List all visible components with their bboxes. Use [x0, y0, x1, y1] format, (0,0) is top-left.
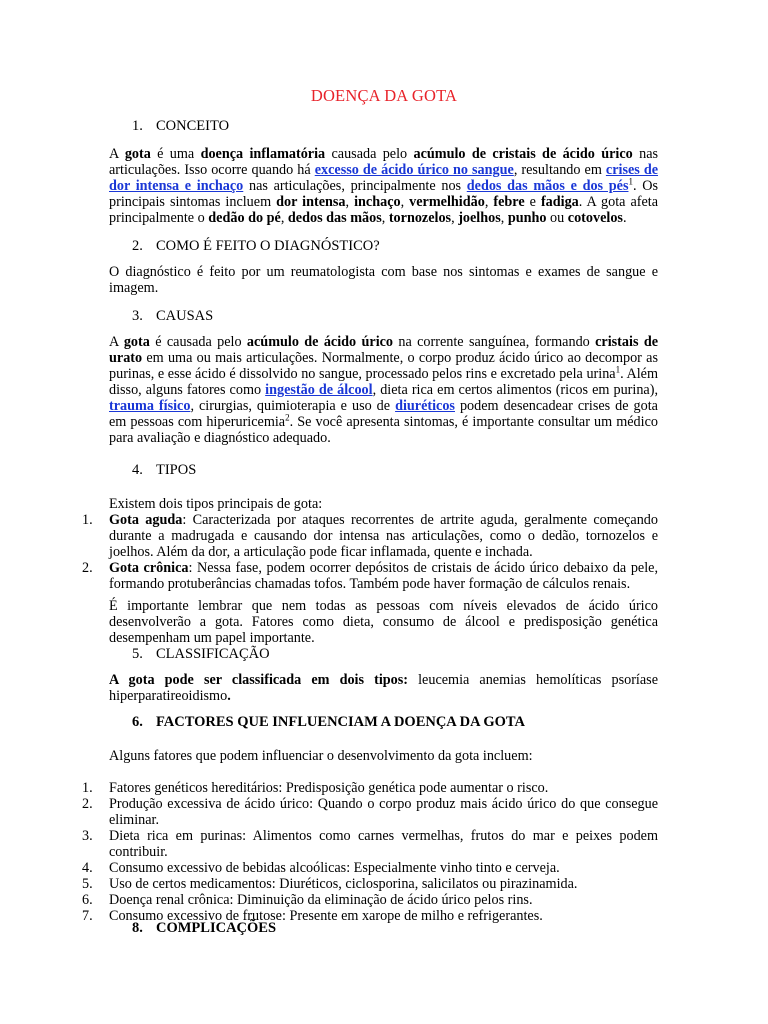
- list-term: Gota aguda: [109, 512, 183, 528]
- paragraph-diagnostico: O diagnóstico é feito por um reumatologista com base nos sintomas e exames de sangue e imagem.: [109, 264, 658, 296]
- paragraph-conceito: A gota é uma doença inflamatória causada pelo acúmulo de cristais de ácido úrico nas articulações. Isso ocorre quando há excesso de ácido úrico no sangue, resultando em crises de dor intensa e inchaço nas articulações, principalmente nos dedos das mãos e dos pés$^1$. Os principais sintomas incluem dor intensa, inchaço, vermelhidão, febre e fadiga. A gota afeta principalmente o dedão do pé, dedos das mãos, tornozelos, joelhos, punho ou cotovelos.: [109, 146, 659, 226]
- list-text: : Caracterizada por ataques recorrentes de artrite aguda, geralmente começando durante a madrugada e causando dor intensa nas articulações, como o dedão, tornozelos e joelhos. Além da dor, a articulação pode ficar inflamada, quente e inchada.: [109, 512, 658, 560]
- list-item: [0, 512, 768, 560]
- tipos-intro: Existem dois tipos principais de gota:: [109, 496, 323, 512]
- section-number: 5.: [132, 646, 143, 662]
- link-ingestao-alcool[interactable]: ingestão de álcool: [265, 382, 373, 398]
- section-title: CONCEITO: [156, 118, 230, 134]
- list-text: Uso de certos medicamentos: Diuréticos, ciclosporina, salicilatos ou pirazinamida.: [109, 876, 578, 892]
- list-number: 2.: [82, 560, 93, 576]
- list-text: Consumo excessivo de frutose: Presente em xarope de milho e refrigerantes.: [109, 908, 543, 924]
- list-text: Dieta rica em purinas: Alimentos como carnes vermelhas, frutos do mar e peixes podem contribuir.: [109, 828, 658, 860]
- list-item: [0, 828, 768, 860]
- list-text: Produção excessiva de ácido úrico: Quando o corpo produz mais ácido úrico do que consegue eliminar.: [109, 796, 658, 828]
- list-item: [0, 876, 768, 892]
- list-number: 5.: [82, 876, 93, 892]
- list-item: [0, 560, 768, 592]
- paragraph-classificacao: A gota pode ser classificada em dois tipos: leucemia anemias hemolíticas psoríase hiperparatireoidismo.: [109, 672, 658, 704]
- list-text: Fatores genéticos hereditários: Predisposição genética pode aumentar o risco.: [109, 780, 549, 796]
- list-number: 6.: [82, 892, 93, 908]
- list-number: 2.: [82, 796, 93, 812]
- section-title: FACTORES QUE INFLUENCIAM A DOENÇA DA GOTA: [156, 714, 525, 730]
- section-title: CAUSAS: [156, 308, 214, 324]
- list-text: Doença renal crônica: Diminuição da eliminação de ácido úrico pelos rins.: [109, 892, 533, 908]
- link-excesso-acido-urico[interactable]: excesso de ácido úrico no sangue: [314, 162, 514, 178]
- list-number: 3.: [82, 828, 93, 844]
- section-number: 3.: [132, 308, 143, 324]
- link-diureticos[interactable]: diuréticos: [395, 398, 455, 414]
- tipos-list: [0, 512, 768, 592]
- footnote-ref: 1: [628, 176, 633, 187]
- list-text: Consumo excessivo de bebidas alcoólicas: Especialmente vinho tinto e cerveja.: [109, 860, 560, 876]
- section-title: TIPOS: [156, 462, 197, 478]
- section-number: 2.: [132, 238, 143, 254]
- document-title: DOENÇA DA GOTA: [310, 86, 458, 105]
- section-title: CLASSIFICAÇÃO: [156, 646, 270, 662]
- list-item: [0, 892, 768, 908]
- paragraph-causas: A gota é causada pelo acúmulo de ácido úrico na corrente sanguínea, formando cristais de urato em uma ou mais articulações. Normalmente, o corpo produz ácido úrico ao decompor as purinas, e esse ácido é dissolvido no sangue, processado pelos rins e excretado pela urina$^1$. Além disso, alguns fatores como ingestão de álcool, dieta rica em certos alimentos (ricos em purina), trauma físico, cirurgias, quimioterapia e uso de diuréticos podem desencadear crises de gota em pessoas com hiperuricemia$^2$. Se você apresenta sintomas, é importante consultar um médico para avaliação e diagnóstico adequado.: [109, 334, 659, 446]
- section-number: 4.: [132, 462, 143, 478]
- factores-list: [0, 780, 768, 924]
- list-term: Gota crônica: [109, 560, 189, 576]
- list-number: 1.: [82, 512, 93, 528]
- list-number: 1.: [82, 780, 93, 796]
- list-item: [0, 860, 768, 876]
- list-item: [0, 780, 768, 796]
- footnote-ref: 1: [615, 364, 621, 375]
- section-number: 8.: [132, 920, 143, 936]
- list-number: 4.: [82, 860, 93, 876]
- tipos-outro: É importante lembrar que nem todas as pessoas com níveis elevados de ácido úrico desenvolverão a gota. Fatores como dieta, consumo de álcool e predisposição genética desempenham um papel importante.: [109, 598, 658, 646]
- section-title: COMPLICAÇÕES: [156, 920, 277, 936]
- list-text: : Nessa fase, podem ocorrer depósitos de cristais de ácido úrico debaixo da pele, formando protuberâncias chamadas tofos. Também pode haver formação de cálculos renais.: [109, 560, 659, 592]
- link-trauma-fisico[interactable]: trauma físico: [109, 398, 191, 414]
- footnote-ref: 2: [285, 412, 290, 423]
- list-item: [0, 796, 768, 828]
- list-number: 7.: [82, 908, 93, 924]
- link-dedos-maos-pes[interactable]: dedos das mãos e dos pés: [466, 178, 629, 194]
- section-title: COMO É FEITO O DIAGNÓSTICO?: [156, 238, 380, 254]
- section-number: 1.: [132, 118, 143, 134]
- section-number: 6.: [132, 714, 143, 730]
- factores-intro: Alguns fatores que podem influenciar o desenvolvimento da gota incluem:: [109, 748, 533, 764]
- link-crises-dor[interactable]: crises de dor intensa e inchaço: [109, 162, 659, 194]
- list-item: [0, 908, 768, 924]
